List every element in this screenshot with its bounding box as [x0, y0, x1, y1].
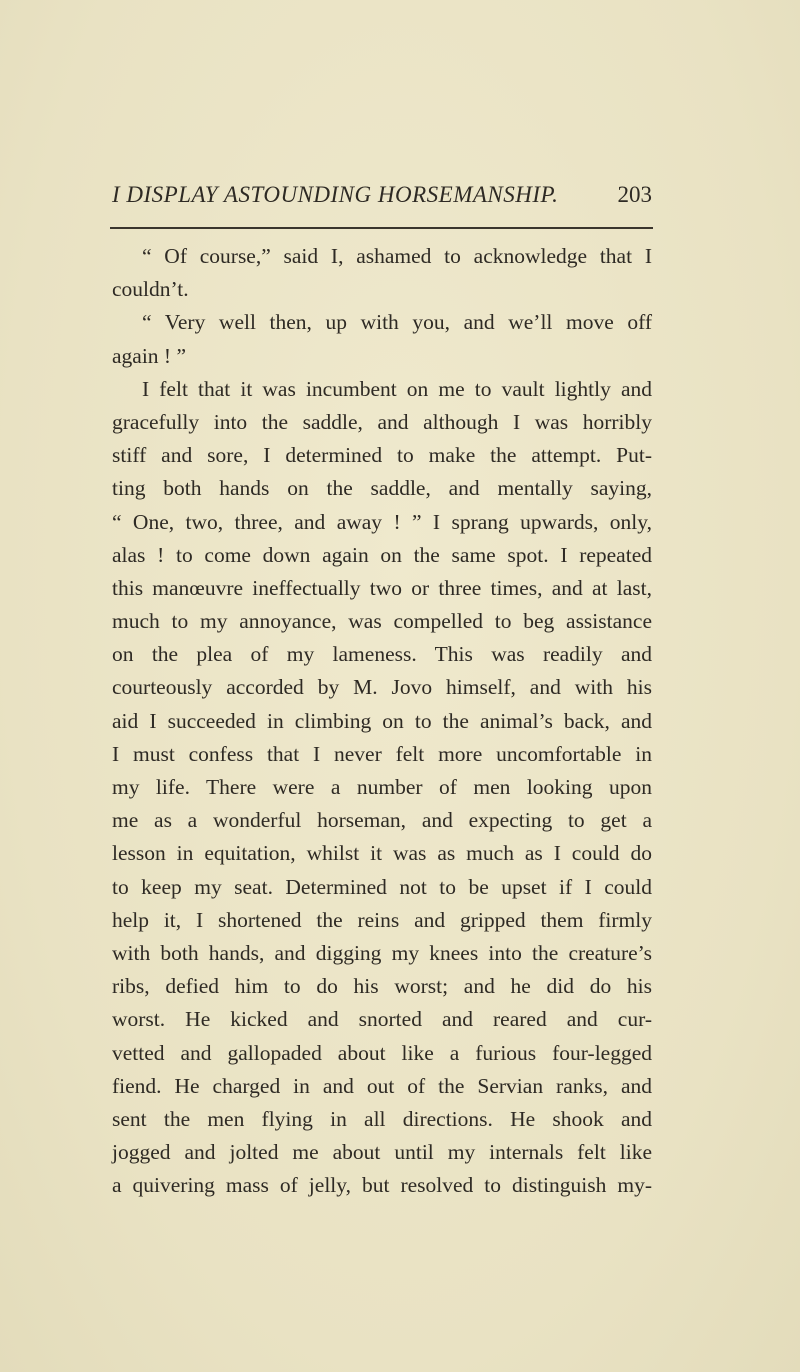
text-line: lesson in equitation, whilst it was as much as I could do: [112, 841, 652, 866]
text-line: this manœuvre ineffectually two or three times, and at last,: [112, 575, 652, 600]
text-line: again ! ”: [112, 343, 187, 368]
text-line: ribs, defied him to do his worst; and he did do his: [112, 974, 652, 999]
text-line: aid I succeeded in climbing on to the animal’s back, and: [112, 708, 652, 733]
text-line: me as a wonderful horseman, and expecting to get a: [112, 808, 652, 833]
text-line: my life. There were a number of men looking upon: [112, 775, 652, 799]
text-line: ting both hands on the saddle, and mentally saying,: [112, 476, 652, 501]
text-line: fiend. He charged in and out of the Servian ranks, and: [112, 1073, 652, 1098]
text-line: “ Very well then, up with you, and we’ll move off: [142, 310, 652, 335]
text-line: jogged and jolted me about until my internals felt like: [112, 1140, 652, 1165]
text-line: couldn’t.: [112, 277, 189, 302]
text-line: with both hands, and digging my knees into the creature’s: [112, 940, 652, 965]
running-head: [112, 182, 652, 212]
text-line: “ Of course,” said I, ashamed to acknowledge that I: [142, 244, 652, 268]
text-line: courteously accorded by M. Jovo himself, and with his: [112, 675, 652, 700]
text-line: help it, I shortened the reins and gripped them firmly: [112, 907, 652, 932]
text-line: gracefully into the saddle, and although I was horribly: [112, 409, 652, 434]
text-line: to keep my seat. Determined not to be upset if I could: [112, 874, 652, 899]
text-line: “ One, two, three, and away ! ” I sprang upwards, only,: [112, 509, 652, 534]
text-line: on the plea of my lameness. This was readily and: [112, 642, 652, 667]
text-line: I felt that it was incumbent on me to vault lightly and: [142, 376, 652, 401]
text-line: a quivering mass of jelly, but resolved to distinguish my-: [112, 1173, 652, 1198]
text-line: vetted and gallopaded about like a furious four-legged: [112, 1040, 652, 1065]
text-line: alas ! to come down again on the same spot. I repeated: [112, 542, 652, 567]
text-line: I must confess that I never felt more uncomfortable in: [112, 741, 652, 766]
body-text: [112, 240, 652, 1202]
text-line: worst. He kicked and snorted and reared and cur-: [112, 1007, 652, 1032]
header-rule: [110, 227, 653, 229]
text-line: sent the men flying in all directions. He shook and: [112, 1106, 652, 1131]
text-line: much to my annoyance, was compelled to beg assistance: [112, 609, 652, 634]
page-number: 203: [617, 182, 652, 207]
text-line: stiff and sore, I determined to make the attempt. Put-: [112, 443, 652, 468]
running-title: I DISPLAY ASTOUNDING HORSEMANSHIP.: [112, 182, 559, 207]
